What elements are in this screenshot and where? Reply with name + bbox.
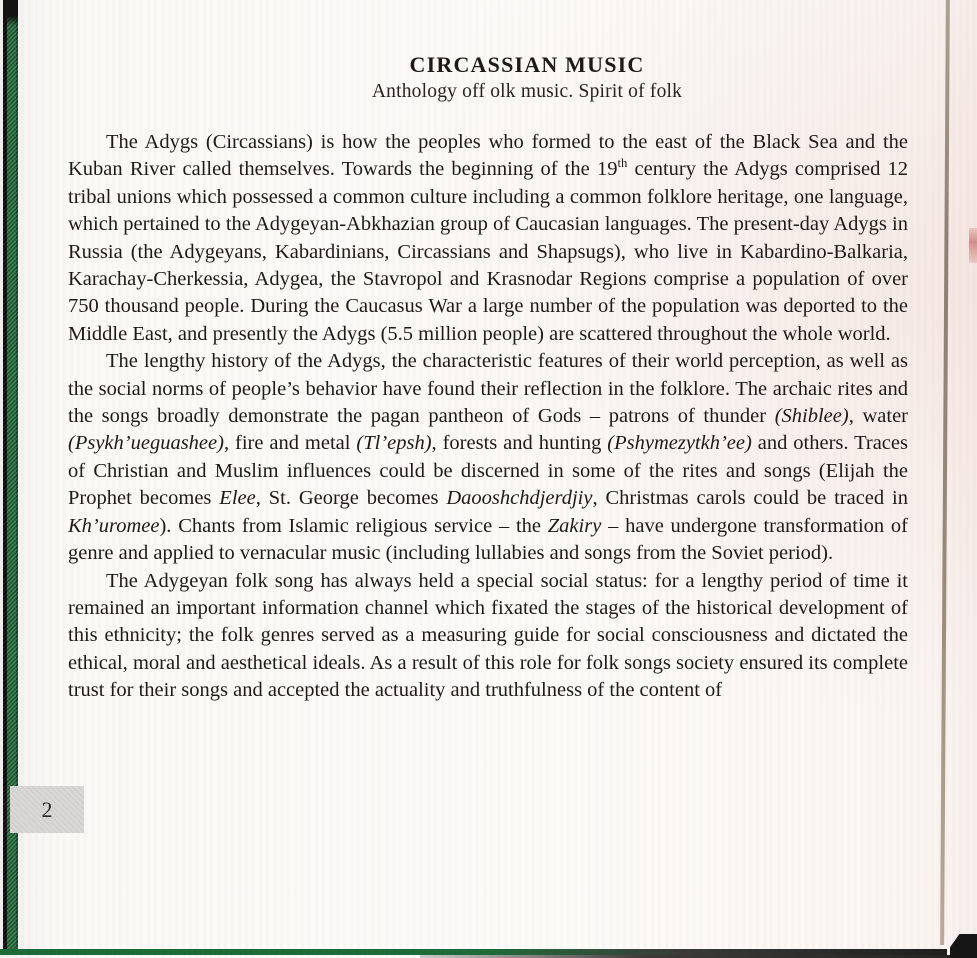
paragraph xyxy=(68,348,908,567)
italic-term: (Pshymezytkh’ee) xyxy=(607,432,752,455)
text-run: ). Chants from Islamic religious service – the xyxy=(159,514,548,537)
text-run: , Christmas carols could be traced in xyxy=(592,487,908,510)
scan-edge-red-mark xyxy=(969,228,977,263)
page-content xyxy=(68,52,908,705)
text-run: The lengthy history of the Adygs, the characteristic features of their world perception, as well as the social norms of people’s behavior have found their reflection in the folklore. The archaic rites and the songs broadly demonstrate the pagan pantheon of Gods – patrons of thunder xyxy=(68,350,908,428)
page-number-tab xyxy=(10,786,84,833)
paragraph xyxy=(68,568,908,705)
superscript-text: th xyxy=(617,156,628,171)
italic-term: Kh’uromee xyxy=(68,514,160,537)
paragraph xyxy=(68,129,908,348)
body-text xyxy=(68,129,908,705)
italic-term: (Shiblee) xyxy=(774,405,849,428)
text-run: The Adygs (Circassians) is how the peoples who formed to the east of the Black Sea and the Kuban River called themselves. Towards the beginning of the 19 xyxy=(68,131,908,181)
text-run: , forests and hunting xyxy=(431,432,608,455)
text-run: , water xyxy=(848,405,908,428)
text-run: century the Adygs comprised 12 tribal unions which possessed a common culture including a common folklore heritage, one language, which pertained to the Adygeyan-Abkhazian group of Caucasian languages. The present-day Adygs in Russia (the Adygeyans, Kabardinians, Circassians and Shapsugs), who live in Kabardino-Balkaria, Karachay-Cherkessia, Adygea, the Stavropol and Krasnodar Regions comprise a population of over 750 thousand people. During the Caucasus War a large number of the population was deported to the Middle East, and presently the Adygs (5.5 million people) are scattered throughout the whole world. xyxy=(68,158,908,345)
text-run: , fire and metal xyxy=(223,432,357,455)
text-run: – have undergone transformation of genre and applied to vernacular music (including lullabies and songs from the Soviet period). xyxy=(68,514,909,565)
page-fold-line xyxy=(940,0,950,945)
scan-corner-shadow xyxy=(950,934,977,958)
text-run: , St. George becomes xyxy=(255,487,447,510)
italic-term: Zakiry xyxy=(547,514,602,537)
italic-term: (Tl’epsh) xyxy=(356,432,432,455)
page-title: CIRCASSIAN MUSIC xyxy=(409,52,645,77)
italic-term: Elee xyxy=(219,487,256,510)
text-run: and others. Traces of Christian and Muslim influences could be discerned in some of the rites and songs (Elijah the Prophet becomes xyxy=(68,432,908,510)
italic-term: Daooshchdjerdjiy xyxy=(446,487,593,510)
text-run: The Adygeyan folk song has always held a special social status: for a lengthy period of time it remained an important information channel which fixated the stages of the historical development of this ethnicity; the folk genres served as a measuring guide for social consciousness and dictated the ethical, moral and aesthetical ideals. As a result of this role for folk songs society ensured its complete trust for their songs and accepted the actuality and truthfulness of the content of xyxy=(68,569,908,702)
page-heading xyxy=(146,52,908,103)
page-subtitle: Anthology off olk music. Spirit of folk xyxy=(371,81,683,102)
italic-term: (Psykh’ueguashee) xyxy=(68,432,224,455)
page-number: 2 xyxy=(41,796,53,822)
